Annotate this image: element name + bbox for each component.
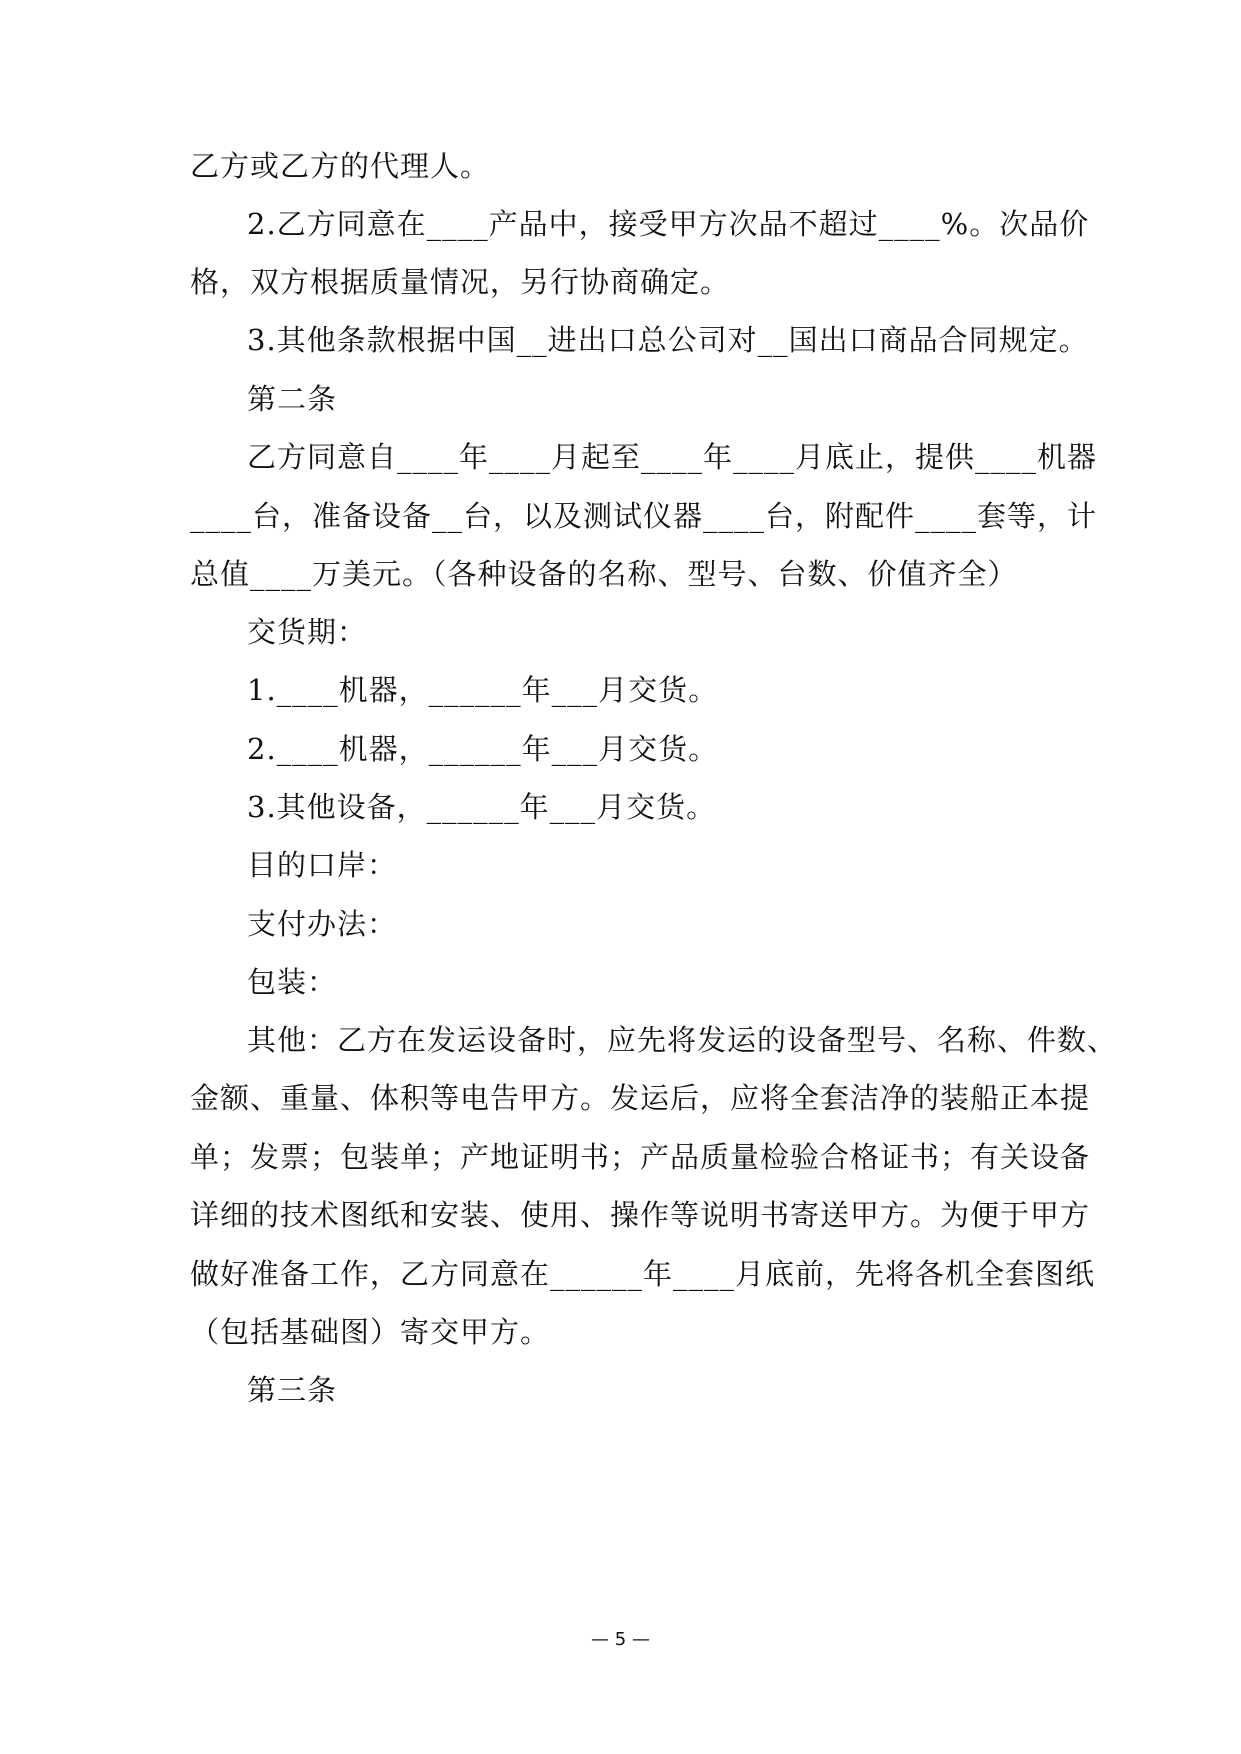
text-line: 格，双方根据质量情况，另行协商确定。 xyxy=(190,265,731,299)
text-line: 乙方或乙方的代理人。 xyxy=(190,149,491,183)
text-line: 3.其他条款根据中国__进出口总公司对__国出口商品合同规定。 xyxy=(247,323,1089,357)
text-line: 2.____机器，______年___月交货。 xyxy=(247,732,719,766)
text-line: 详细的技术图纸和安装、使用、操作等说明书寄送甲方。为便于甲方 xyxy=(190,1198,1091,1232)
text-line: 金额、重量、体积等电告甲方。发运后，应将全套洁净的装船正本提 xyxy=(190,1081,1091,1115)
section-heading: 第三条 xyxy=(247,1373,338,1407)
text-line: 交货期： xyxy=(247,615,368,649)
text-line: （包括基础图）寄交甲方。 xyxy=(190,1315,551,1349)
text-line: 目的口岸： xyxy=(247,848,398,882)
text-line: 做好准备工作，乙方同意在______年____月底前，先将各机全套图纸 xyxy=(190,1257,1096,1291)
text-line: 其他：乙方在发运设备时，应先将发运的设备型号、名称、件数、 xyxy=(247,1023,1118,1057)
text-line: 2.乙方同意在____产品中，接受甲方次品不超过____%。次品价 xyxy=(247,207,1090,241)
text-line: ____台，准备设备__台，以及测试仪器____台，附配件____套等，计 xyxy=(190,499,1098,533)
page-number: — 5 — xyxy=(591,1629,650,1650)
text-line: 1.____机器，______年___月交货。 xyxy=(247,673,719,707)
text-line: 包装： xyxy=(247,965,338,999)
text-line: 单；发票；包装单；产地证明书；产品质量检验合格证书；有关设备 xyxy=(190,1140,1091,1174)
text-line: 3.其他设备，______年___月交货。 xyxy=(247,790,717,824)
section-heading: 第二条 xyxy=(247,382,338,416)
text-line: 总值____万美元。（各种设备的名称、型号、台数、价值齐全） xyxy=(190,557,1018,591)
text-line: 支付办法： xyxy=(247,907,398,941)
text-line: 乙方同意自____年____月起至____年____月底止，提供____机器 xyxy=(247,440,1098,474)
